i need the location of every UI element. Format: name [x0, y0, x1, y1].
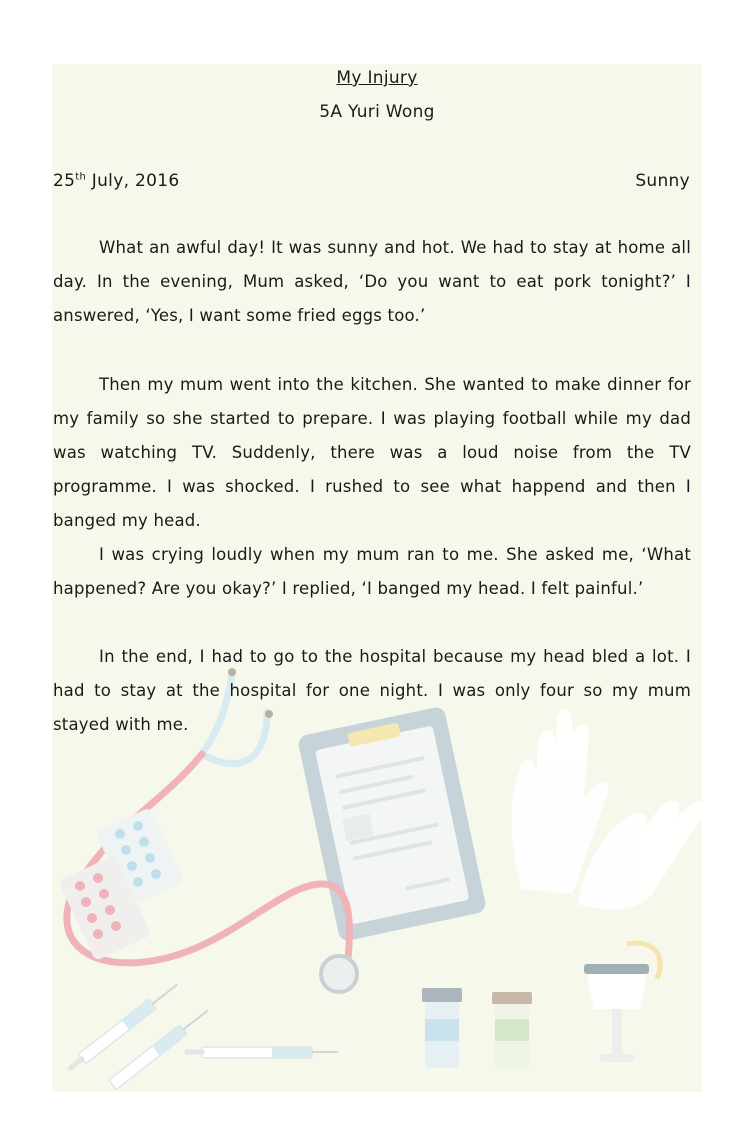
paragraph-2: Then my mum went into the kitchen. She wanted to make dinner for my family so she started to prepare. I was playing football while my dad was watching TV. Suddenly, there was a loud noise from the TV programme. I was shocked. I rushed to see what happend and then I banged my head. [53, 375, 691, 530]
date-day: 25 [53, 171, 76, 191]
date-text [53, 171, 179, 191]
paragraph-4: In the end, I had to go to the hospital because my head bled a lot. I had to stay at the hospital for one night. I was only four so my mum stayed with me. [53, 647, 691, 734]
document-title: My Injury [336, 68, 418, 88]
date-weather-line [53, 171, 690, 191]
paragraph-3: I was crying loudly when my mum ran to me. She asked me, ‘What happened? Are you okay?’ I replied, ‘I banged my head. I felt painful.’ [53, 545, 691, 598]
author-line: 5A Yuri Wong [319, 102, 435, 122]
document-content [52, 64, 702, 1092]
date-rest: July, 2016 [86, 171, 180, 191]
paragraph-1: What an awful day! It was sunny and hot. We had to stay at home all day. In the evening, Mum asked, ‘Do you want to eat pork tonight?’ I answered, ‘Yes, I want some fried eggs too.’ [53, 238, 691, 325]
document-page [52, 64, 702, 1092]
date-suffix: th [75, 171, 87, 183]
weather-text: Sunny [635, 171, 690, 191]
